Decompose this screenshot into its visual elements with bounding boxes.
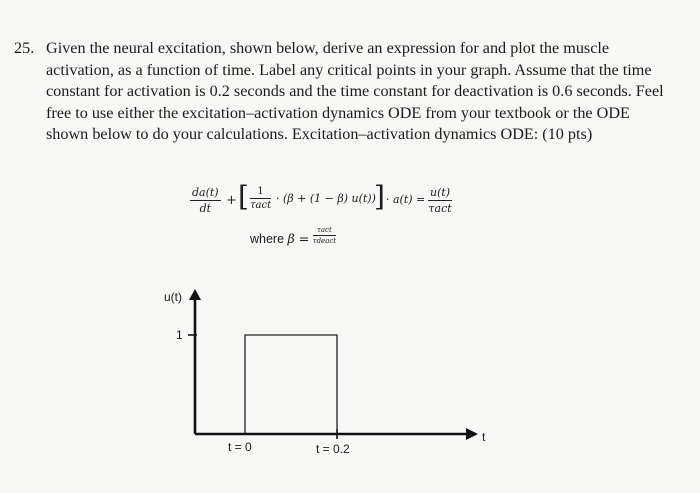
- one-numerator: 1: [250, 186, 271, 199]
- tau-act-denominator: τact: [250, 200, 272, 211]
- y-axis-arrowhead: [189, 289, 201, 300]
- da-numerator: da(t): [192, 186, 219, 199]
- t1-label: t = 0.2: [316, 442, 350, 456]
- where-word: where: [250, 231, 285, 246]
- plus-sign: +: [226, 193, 237, 208]
- u-numerator: u(t): [430, 186, 451, 199]
- u-tau-denominator: τact: [428, 202, 452, 215]
- beta-equals: β =: [287, 230, 310, 246]
- y-tick-label: 1: [176, 328, 183, 342]
- x-axis-label: t: [482, 430, 486, 444]
- inner-expression: · (β + (1 − β) u(t)): [276, 192, 376, 205]
- dt-denominator: dt: [199, 202, 212, 215]
- a-times-term: · a(t) =: [386, 193, 426, 206]
- right-bracket: ]: [374, 180, 385, 213]
- problem-text: Given the neural excitation, shown below, derive an expression for and plot the muscle activation, as a function of time. Label any critical points in your graph. Assume that the time constant for activation is 0.2 seconds and the time constant for deactivation is 0.6 seconds. Feel free to use either the excitation–activation dynamics ODE from your textbook or the ODE shown below to do your calculations. Excitation–activation dynamics ODE: (10 pts): [46, 39, 664, 143]
- y-axis-label: u(t): [164, 290, 182, 304]
- x-axis-arrowhead: [466, 428, 478, 440]
- beta-numerator: τact: [313, 226, 336, 236]
- left-bracket: [: [238, 180, 249, 213]
- excitation-pulse: [245, 335, 337, 434]
- problem-number: 25.: [14, 39, 35, 57]
- t0-label: t = 0: [228, 440, 252, 454]
- beta-denominator: τdeact: [312, 237, 337, 245]
